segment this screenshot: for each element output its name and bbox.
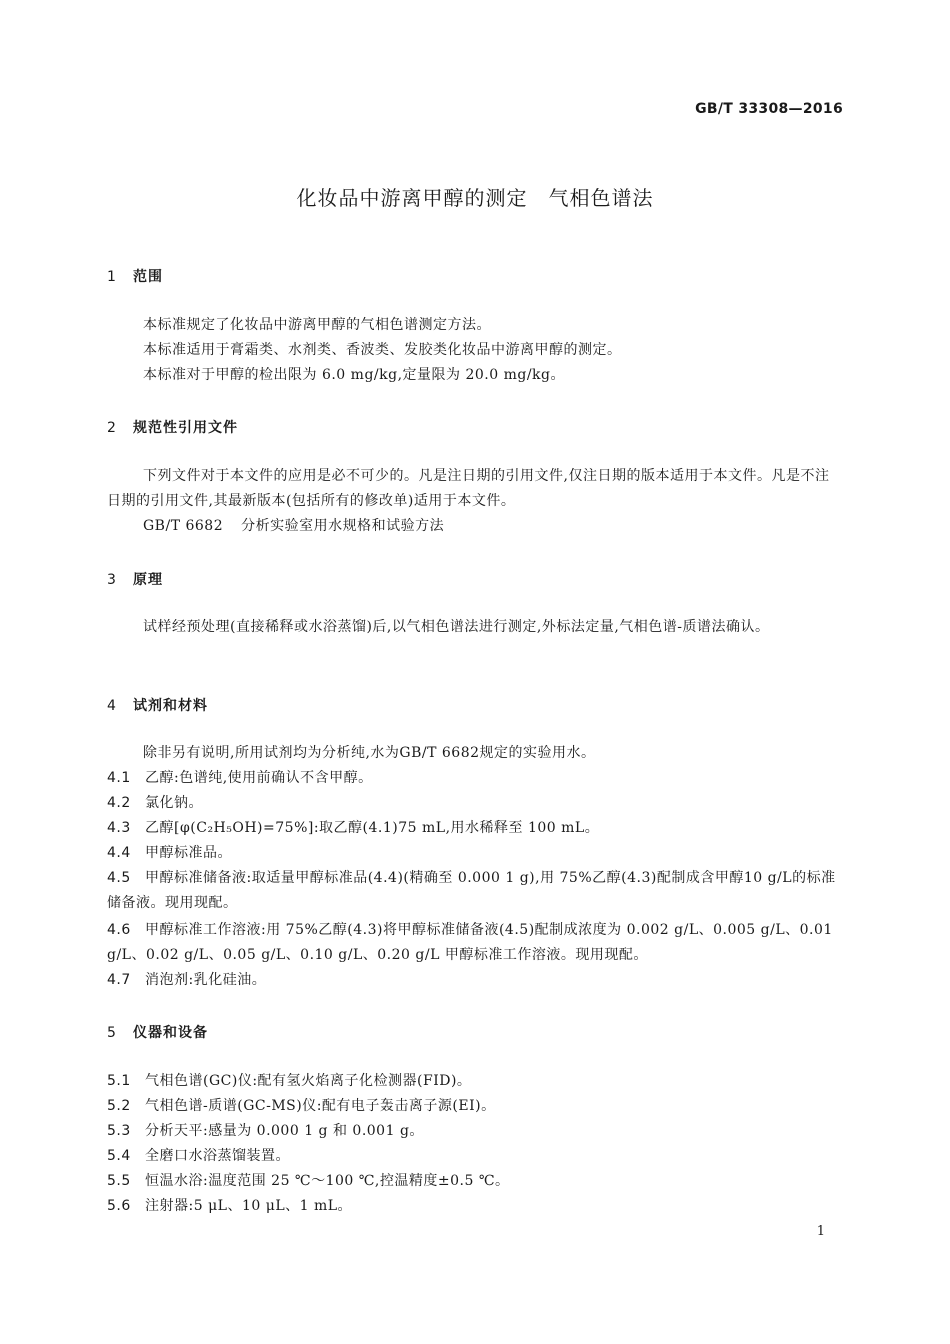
section-title: 原理: [133, 572, 163, 588]
section-5-heading: [107, 1022, 208, 1042]
section-number: 3: [107, 572, 117, 588]
item-text: 氯化钠。: [145, 795, 203, 811]
item-text: 乙醇[φ(C₂H₅OH)=75%]:取乙醇(4.1)75 mL,用水稀释至 100 mL。: [145, 820, 600, 836]
item-text: 全磨口水浴蒸馏装置。: [145, 1148, 290, 1164]
scope-para-1: 本标准规定了化妆品中游离甲醇的气相色谱测定方法。: [143, 317, 491, 333]
equipment-item: [107, 1094, 842, 1119]
item-number: 4.5: [107, 870, 131, 886]
item-number: 4.2: [107, 795, 131, 811]
section-1-heading: [107, 266, 163, 286]
item-text: 乙醇:色谱纯,使用前确认不含甲醇。: [145, 770, 373, 786]
equipment-item: [107, 1144, 842, 1169]
document-title: 化妆品中游离甲醇的测定 气相色谱法: [296, 186, 654, 210]
equipment-item: [107, 1169, 842, 1194]
item-number: 4.6: [107, 922, 131, 938]
item-text: 甲醇标准品。: [145, 845, 232, 861]
reagent-item: [107, 816, 842, 841]
section-title: 试剂和材料: [133, 698, 208, 714]
section-number: 5: [107, 1025, 117, 1041]
reagents-intro: 除非另有说明,所用试剂均为分析纯,水为GB/T 6682规定的实验用水。: [143, 745, 596, 761]
reference-entry: [143, 514, 843, 539]
item-number: 4.4: [107, 845, 131, 861]
item-number: 5.6: [107, 1198, 131, 1214]
reagent-item: [107, 968, 842, 993]
reagent-item: [107, 766, 842, 791]
item-number: 5.1: [107, 1073, 131, 1089]
reference-code: GB/T 6682: [143, 518, 224, 534]
equipment-item: [107, 1119, 842, 1144]
reagent-item: [107, 791, 842, 816]
section-title: 仪器和设备: [133, 1025, 208, 1041]
item-text: 气相色谱-质谱(GC-MS)仪:配有电子轰击离子源(EI)。: [145, 1098, 496, 1114]
standard-code: GB/T 33308—2016: [695, 101, 843, 117]
section-number: 2: [107, 420, 117, 436]
item-text: 甲醇标准工作溶液:用 75%乙醇(4.3)将甲醇标准储备液(4.5)配制成浓度为 0.002 g/L、0.005 g/L、0.01 g/L、0.02 g/L、0.05 g/L、0.10 g/L、0.20 g/L 甲醇标准工作溶液。现用现配。: [107, 922, 833, 963]
item-number: 5.4: [107, 1148, 131, 1164]
scope-para-2: 本标准适用于膏霜类、水剂类、香波类、发胶类化妆品中游离甲醇的测定。: [143, 342, 622, 358]
item-text: 气相色谱(GC)仪:配有氢火焰离子化检测器(FID)。: [145, 1073, 472, 1089]
section-3-heading: [107, 569, 163, 589]
section-4-heading: [107, 695, 208, 715]
item-text: 注射器:5 μL、10 μL、1 mL。: [145, 1198, 353, 1214]
scope-para-3: 本标准对于甲醇的检出限为 6.0 mg/kg,定量限为 20.0 mg/kg。: [143, 367, 565, 383]
item-number: 4.7: [107, 972, 131, 988]
equipment-item: [107, 1069, 842, 1094]
principle-para: 试样经预处理(直接稀释或水浴蒸馏)后,以气相色谱法进行测定,外标法定量,气相色谱-质谱法确认。: [143, 619, 770, 635]
reference-title: 分析实验室用水规格和试验方法: [241, 518, 445, 534]
section-number: 1: [107, 269, 117, 285]
section-title: 范围: [133, 269, 163, 285]
section-number: 4: [107, 698, 117, 714]
equipment-item: [107, 1194, 842, 1219]
reagent-item: [107, 866, 842, 916]
item-text: 恒温水浴:温度范围 25 ℃～100 ℃,控温精度±0.5 ℃。: [145, 1173, 510, 1189]
section-title: 规范性引用文件: [133, 420, 238, 436]
item-text: 甲醇标准储备液:取适量甲醇标准品(4.4)(精确至 0.000 1 g),用 75%乙醇(4.3)配制成含甲醇10 g/L的标准储备液。现用现配。: [107, 870, 836, 911]
item-number: 4.1: [107, 770, 131, 786]
reagent-item: [107, 918, 842, 968]
item-text: 消泡剂:乳化硅油。: [145, 972, 267, 988]
references-para: 下列文件对于本文件的应用是必不可少的。凡是注日期的引用文件,仅注日期的版本适用于本文件。凡是不注日期的引用文件,其最新版本(包括所有的修改单)适用于本文件。: [107, 468, 830, 509]
reagent-item: [107, 841, 842, 866]
page-number: 1: [816, 1224, 825, 1239]
item-number: 5.2: [107, 1098, 131, 1114]
item-text: 分析天平:感量为 0.000 1 g 和 0.001 g。: [145, 1123, 424, 1139]
section-2-heading: [107, 417, 238, 437]
item-number: 5.5: [107, 1173, 131, 1189]
item-number: 5.3: [107, 1123, 131, 1139]
item-number: 4.3: [107, 820, 131, 836]
